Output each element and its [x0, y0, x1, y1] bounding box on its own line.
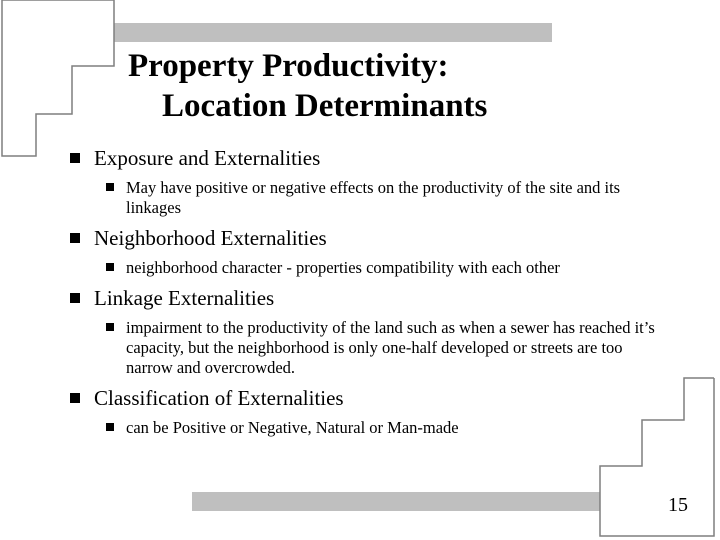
bullet-item [68, 286, 698, 310]
bottom-gray-bar [192, 492, 624, 511]
square-bullet-icon [106, 183, 114, 191]
sub-bullet-text: May have positive or negative effects on the productivity of the site and its linkages [126, 178, 621, 217]
slide-number: 15 [668, 494, 688, 516]
square-bullet-icon [106, 323, 114, 331]
square-bullet-icon [106, 423, 114, 431]
sub-bullet-item [104, 418, 666, 438]
bullet-item [68, 386, 698, 410]
slide-title-line2: Location Determinants [162, 88, 488, 124]
sub-bullet-text: impairment to the productivity of the land such as when a sewer has reached it’s capacity, but the neighborhood is only one-half developed or streets are too narrow and overcrowded. [126, 318, 655, 377]
top-left-staircase [2, 0, 114, 156]
bullet-text: Neighborhood Externalities [94, 226, 327, 250]
square-bullet-icon [70, 153, 80, 163]
sub-bullet-item [104, 258, 666, 278]
slide-title [128, 46, 487, 126]
square-bullet-icon [70, 233, 80, 243]
sub-bullet-text: can be Positive or Negative, Natural or Man-made [126, 418, 459, 437]
bullet-item [68, 226, 698, 250]
slide-title-line1: Property Productivity: [128, 48, 449, 84]
square-bullet-icon [106, 263, 114, 271]
bullet-text: Classification of Externalities [94, 386, 344, 410]
bullet-text: Exposure and Externalities [94, 146, 321, 170]
sub-bullet-item [104, 318, 666, 378]
bullet-text: Linkage Externalities [94, 286, 275, 310]
square-bullet-icon [70, 393, 80, 403]
bullet-list [68, 146, 698, 442]
square-bullet-icon [70, 293, 80, 303]
sub-bullet-item [104, 178, 666, 218]
bullet-item [68, 146, 698, 170]
top-gray-bar [96, 23, 552, 42]
sub-bullet-text: neighborhood character - properties compatibility with each other [126, 258, 560, 277]
